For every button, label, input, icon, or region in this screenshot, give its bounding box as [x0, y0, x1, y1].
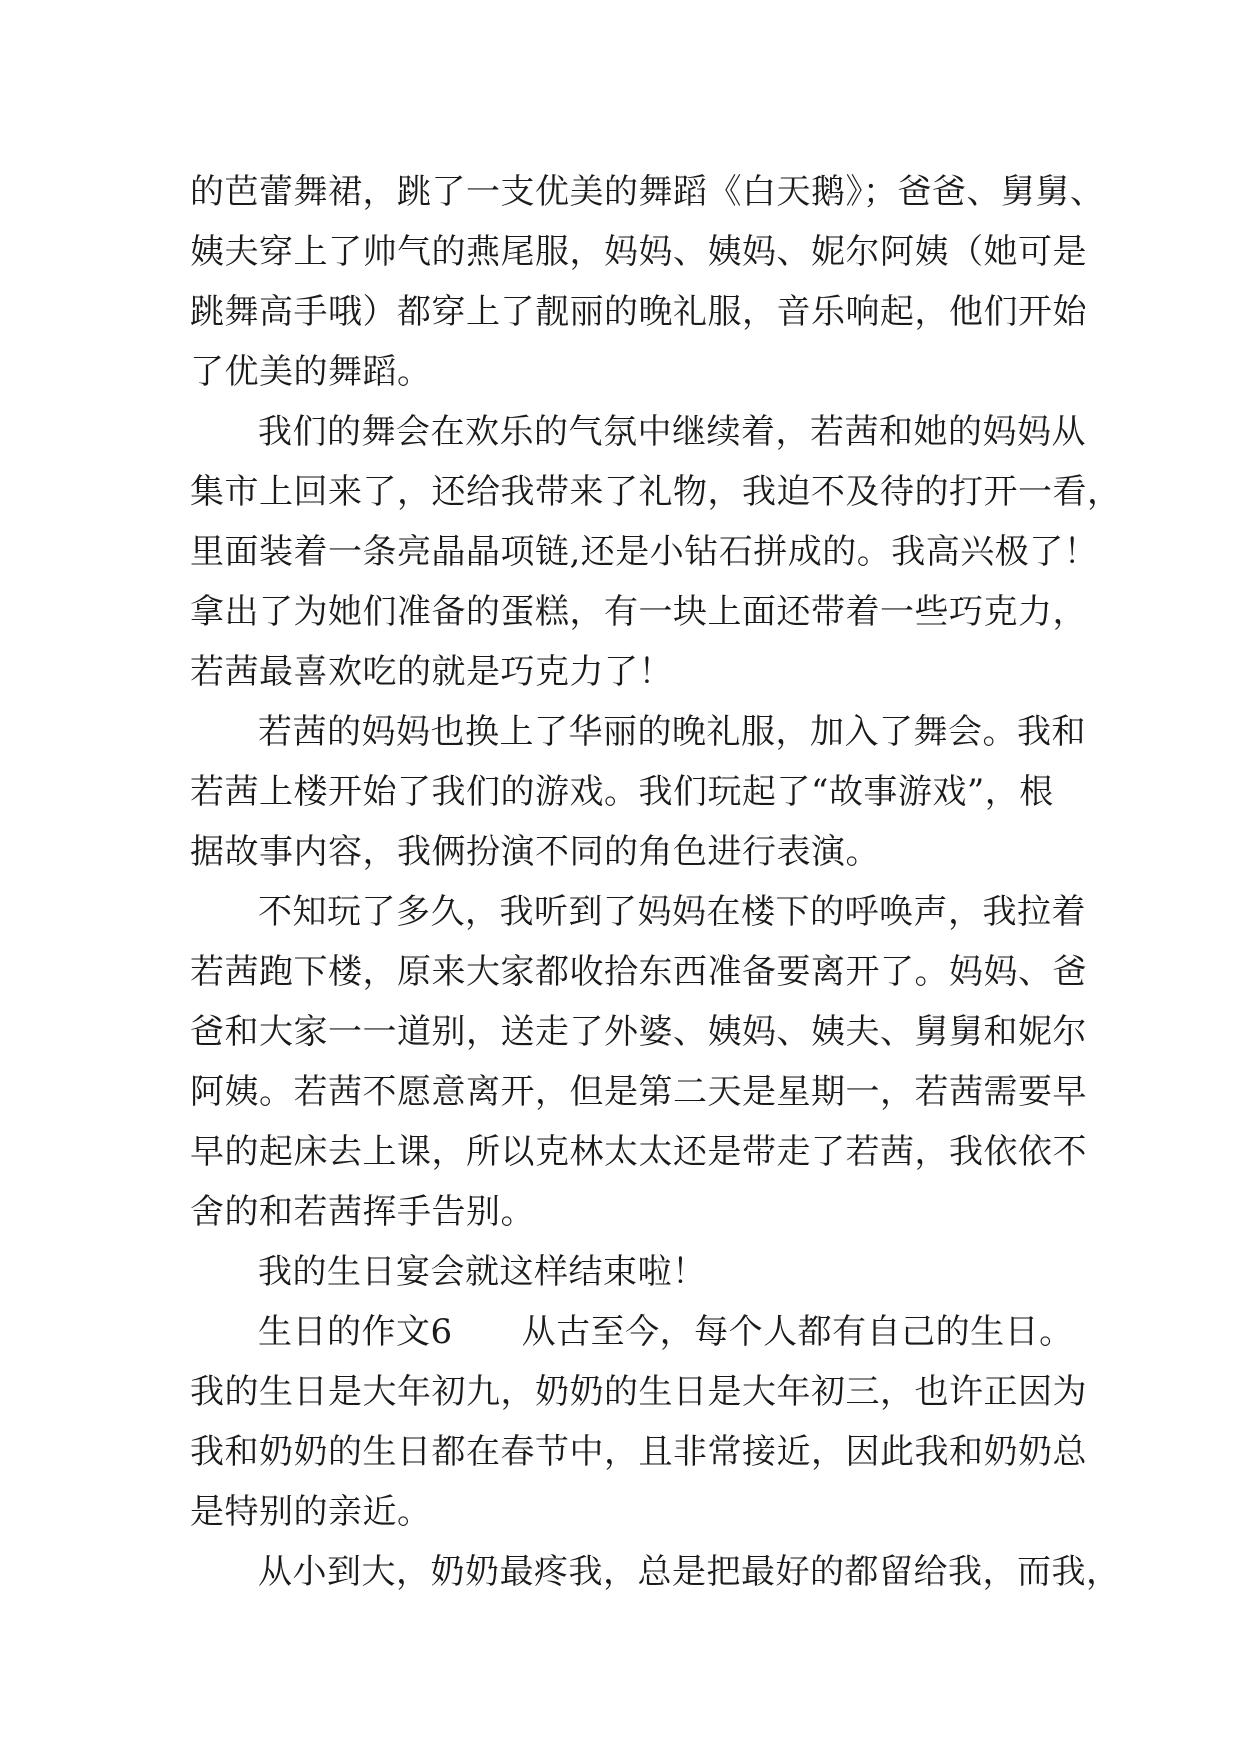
text-line: 阿姨。若茜不愿意离开，但是第二天是星期一，若茜需要早 — [190, 1072, 1087, 1112]
section-heading-line: 生日的作文6 从古至今，每个人都有自己的生日。 — [258, 1312, 1074, 1352]
text-line: 我的生日是大年初九，奶奶的生日是大年初三，也许正因为 — [190, 1372, 1087, 1412]
text-line: 据故事内容，我俩扮演不同的角色进行表演。 — [190, 832, 880, 872]
text-line: 跳舞高手哦）都穿上了靓丽的晚礼服，音乐响起，他们开始 — [190, 292, 1087, 332]
text-line: 了优美的舞蹈。 — [190, 352, 432, 392]
text-line: 里面装着一条亮晶晶项链,还是小钻石拼成的。我高兴极了！ — [190, 532, 1099, 572]
paragraph-start-line: 若茜的妈妈也换上了华丽的晚礼服，加入了舞会。我和 — [258, 712, 1086, 752]
text-line: 早的起床去上课，所以克林太太还是带走了若茜，我依依不 — [190, 1132, 1087, 1172]
text-line: 若茜最喜欢吃的就是巧克力了！ — [190, 652, 673, 692]
text-line: 爸和大家一一道别，送走了外婆、姨妈、姨夫、舅舅和妮尔 — [190, 1012, 1087, 1052]
text-line: 集市上回来了，还给我带来了礼物，我迫不及待的打开一看， — [190, 472, 1122, 512]
essay-body — [190, 162, 1122, 1602]
paragraph-start-line: 我们的舞会在欢乐的气氛中继续着，若茜和她的妈妈从 — [258, 412, 1086, 452]
text-line: 我和奶奶的生日都在春节中，且非常接近，因此我和奶奶总 — [190, 1432, 1087, 1472]
text-line: 若茜上楼开始了我们的游戏。我们玩起了“故事游戏”，根 — [190, 772, 1054, 812]
paragraph-start-line: 从小到大，奶奶最疼我，总是把最好的都留给我，而我， — [258, 1552, 1121, 1592]
text-line: 若茜跑下楼，原来大家都收拾东西准备要离开了。妈妈、爸 — [190, 952, 1087, 992]
text-line: 的芭蕾舞裙，跳了一支优美的舞蹈《白天鹅》；爸爸、舅舅、 — [190, 172, 1105, 212]
paragraph-start-line: 我的生日宴会就这样结束啦！ — [258, 1252, 707, 1292]
text-line: 拿出了为她们准备的蛋糕，有一块上面还带着一些巧克力， — [190, 592, 1087, 632]
text-line: 姨夫穿上了帅气的燕尾服，妈妈、姨妈、妮尔阿姨（她可是 — [190, 232, 1087, 272]
text-line: 舍的和若茜挥手告别。 — [190, 1192, 535, 1232]
paragraph-start-line: 不知玩了多久，我听到了妈妈在楼下的呼唤声，我拉着 — [258, 892, 1086, 932]
text-line: 是特别的亲近。 — [190, 1492, 432, 1532]
